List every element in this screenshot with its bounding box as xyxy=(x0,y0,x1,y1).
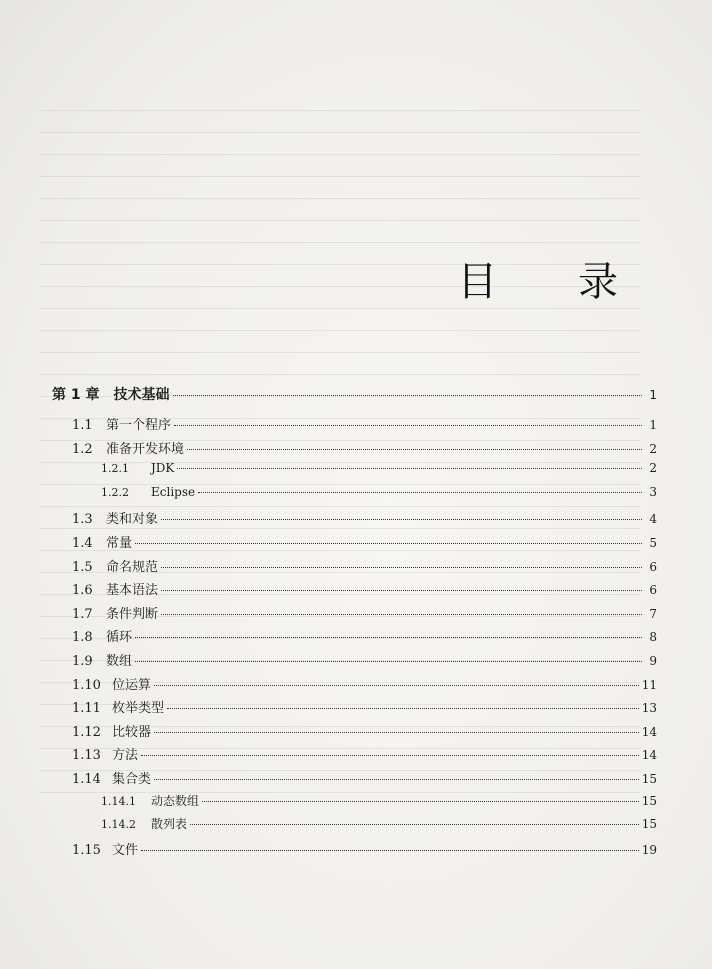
entry-number: 1.4 xyxy=(72,536,93,551)
toc-entry[interactable] xyxy=(72,414,657,433)
entry-title: 集合类 xyxy=(112,772,152,787)
entry-number: 1.9 xyxy=(72,654,93,669)
toc-entry[interactable] xyxy=(72,556,657,575)
entry-title: JDK xyxy=(151,461,175,476)
entry-page-number: 15 xyxy=(641,772,657,786)
entry-title: 散列表 xyxy=(151,817,188,832)
toc-entry[interactable] xyxy=(72,721,657,740)
leader-dots xyxy=(161,590,642,591)
entry-page-number: 15 xyxy=(641,817,657,832)
chapter-label: 第 1 章 技术基础 xyxy=(52,387,170,403)
entry-title: 类和对象 xyxy=(106,512,159,528)
leader-dots xyxy=(187,449,642,450)
toc-entry[interactable] xyxy=(72,744,657,763)
entry-title: 方法 xyxy=(112,748,139,764)
leader-dots xyxy=(161,614,642,615)
toc-entry[interactable] xyxy=(72,603,657,622)
entry-title: 条件判断 xyxy=(106,606,159,622)
entry-page-number: 13 xyxy=(641,701,657,716)
toc-entry[interactable] xyxy=(101,792,657,809)
toc-entry[interactable] xyxy=(101,485,657,499)
entry-number: 1.10 xyxy=(72,677,101,693)
entry-number: 1.2 xyxy=(72,441,93,457)
leader-dots xyxy=(154,732,639,733)
leader-dots xyxy=(154,685,639,686)
entry-number: 1.8 xyxy=(72,630,93,646)
toc-entry[interactable] xyxy=(72,697,657,716)
entry-page-number: 19 xyxy=(641,842,657,857)
chapter-page-number: 1 xyxy=(649,388,657,402)
entry-title: 常量 xyxy=(106,536,133,551)
leader-dots xyxy=(161,567,642,568)
entry-number: 1.14.2 xyxy=(101,818,136,832)
toc-entry[interactable] xyxy=(72,438,657,457)
entry-page-number: 8 xyxy=(649,630,657,645)
leader-dots xyxy=(135,637,642,638)
leader-dots xyxy=(135,661,642,662)
entry-number: 1.12 xyxy=(72,724,101,740)
entry-number: 1.15 xyxy=(72,842,101,858)
entry-title: Eclipse xyxy=(151,484,196,499)
entry-number: 1.1 xyxy=(72,418,93,433)
entry-page-number: 11 xyxy=(641,677,657,692)
leader-dots xyxy=(198,492,642,493)
entry-title: 动态数组 xyxy=(151,793,200,808)
leader-dots xyxy=(141,755,639,756)
leader-dots xyxy=(135,543,642,544)
entry-title: 比较器 xyxy=(112,724,152,740)
entry-title: 基本语法 xyxy=(106,583,159,599)
entry-title: 文件 xyxy=(112,842,139,858)
entry-page-number: 7 xyxy=(649,606,657,621)
page-title: 目 录 xyxy=(457,259,652,305)
entry-number: 1.13 xyxy=(72,748,101,764)
toc-chapter-1[interactable] xyxy=(52,384,657,404)
leader-dots xyxy=(190,824,639,825)
entry-page-number: 2 xyxy=(649,461,657,476)
entry-page-number: 6 xyxy=(649,559,657,574)
entry-number: 1.14 xyxy=(72,772,101,787)
entry-title: 第一个程序 xyxy=(106,418,172,433)
entry-page-number: 3 xyxy=(649,484,657,499)
toc-entry[interactable] xyxy=(72,508,657,527)
toc-entry[interactable] xyxy=(72,768,657,787)
entry-page-number: 15 xyxy=(641,793,657,808)
leader-dots xyxy=(141,850,639,851)
leader-dots xyxy=(161,519,642,520)
entry-title: 位运算 xyxy=(112,677,152,693)
entry-number: 1.7 xyxy=(72,606,93,622)
toc-entry[interactable] xyxy=(72,674,657,693)
entry-title: 枚举类型 xyxy=(112,701,165,717)
entry-number: 1.3 xyxy=(72,512,93,528)
leader-dots xyxy=(154,779,639,780)
entry-number: 1.6 xyxy=(72,583,93,599)
entry-title: 循环 xyxy=(106,630,133,646)
toc-entry[interactable] xyxy=(101,815,657,832)
entry-number: 1.5 xyxy=(72,559,93,575)
toc-entry[interactable] xyxy=(72,839,657,858)
entry-number: 1.2.2 xyxy=(101,485,129,499)
entry-number: 1.11 xyxy=(72,701,101,717)
toc-entry[interactable] xyxy=(101,461,657,475)
leader-dots xyxy=(173,395,643,396)
entry-page-number: 4 xyxy=(649,512,657,527)
toc-entry[interactable] xyxy=(72,579,657,598)
entry-page-number: 6 xyxy=(649,583,657,598)
leader-dots xyxy=(174,425,642,426)
toc-entry[interactable] xyxy=(72,532,657,551)
leader-dots xyxy=(167,708,639,709)
entry-number: 1.14.1 xyxy=(101,794,136,808)
leader-dots xyxy=(202,801,639,802)
entry-page-number: 2 xyxy=(649,441,657,456)
entry-page-number: 9 xyxy=(649,654,657,668)
entry-page-number: 14 xyxy=(641,748,657,763)
entry-page-number: 14 xyxy=(641,724,657,739)
entry-number: 1.2.1 xyxy=(101,462,129,476)
leader-dots xyxy=(177,468,642,469)
toc-entry[interactable] xyxy=(72,650,657,669)
entry-page-number: 5 xyxy=(649,536,657,550)
entry-page-number: 1 xyxy=(649,418,657,432)
entry-title: 数组 xyxy=(106,654,133,669)
entry-title: 命名规范 xyxy=(106,559,159,575)
toc-entry[interactable] xyxy=(72,626,657,645)
entry-title: 准备开发环境 xyxy=(106,441,185,457)
